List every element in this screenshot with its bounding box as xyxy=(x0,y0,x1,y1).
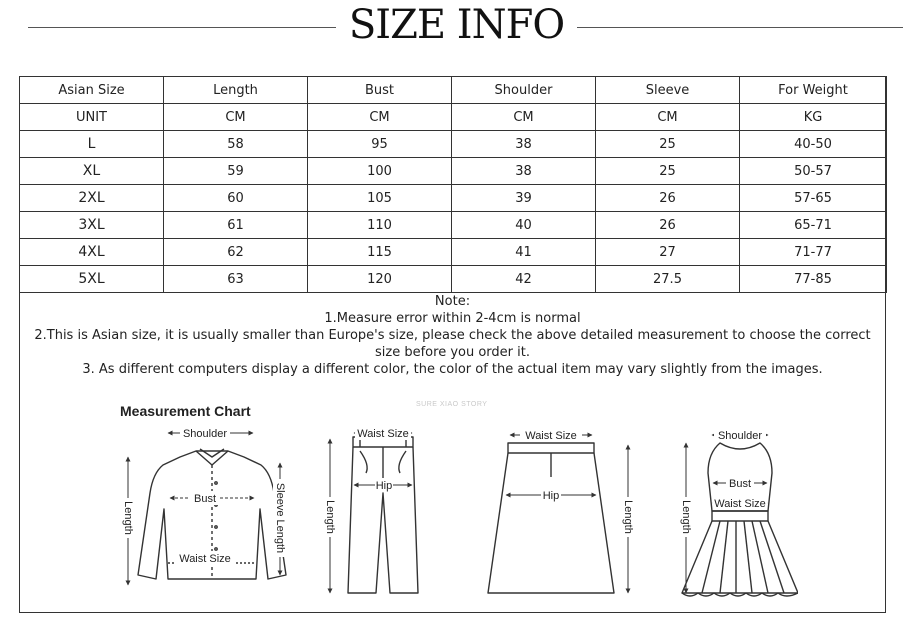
table-cell: 39 xyxy=(452,185,596,212)
skirt-waist-label: Waist Size xyxy=(525,430,577,442)
dress-bust-label: Bust xyxy=(728,478,752,490)
skirt-length-label: Length xyxy=(622,500,635,534)
table-cell: 60 xyxy=(164,185,308,212)
table-cell: 38 xyxy=(452,158,596,185)
table-cell: 41 xyxy=(452,239,596,266)
shirt-bust-label: Bust xyxy=(193,493,217,505)
table-cell: 2XL xyxy=(20,185,164,212)
unit-cell: CM xyxy=(164,104,308,131)
table-row xyxy=(20,239,887,266)
table-cell: 40-50 xyxy=(740,131,887,158)
header-cell: For Weight xyxy=(740,77,887,104)
shirt-shoulder-label: Shoulder xyxy=(182,428,228,440)
table-cell: 65-71 xyxy=(740,212,887,239)
unit-cell: KG xyxy=(740,104,887,131)
table-cell: 77-85 xyxy=(740,266,887,293)
unit-cell: UNIT xyxy=(20,104,164,131)
size-table xyxy=(19,76,887,293)
measurement-illustrations xyxy=(108,393,798,603)
pants-icon xyxy=(348,437,418,593)
dress-icon xyxy=(682,443,798,596)
table-cell: 100 xyxy=(308,158,452,185)
table-cell: 62 xyxy=(164,239,308,266)
table-cell: 27.5 xyxy=(596,266,740,293)
table-cell: 115 xyxy=(308,239,452,266)
measurement-chart xyxy=(108,393,798,603)
store-watermark: SURE XIAO STORY xyxy=(416,401,488,408)
note-line: 1.Measure error within 2-4cm is normal xyxy=(324,311,581,326)
table-cell: 95 xyxy=(308,131,452,158)
table-cell: 58 xyxy=(164,131,308,158)
dress-length-label: Length xyxy=(680,500,693,534)
table-cell: 63 xyxy=(164,266,308,293)
table-cell: 40 xyxy=(452,212,596,239)
table-cell: 26 xyxy=(596,212,740,239)
table-cell: 50-57 xyxy=(740,158,887,185)
table-cell: 25 xyxy=(596,131,740,158)
pants-length-label: Length xyxy=(324,500,337,534)
table-cell: 59 xyxy=(164,158,308,185)
table-cell: L xyxy=(20,131,164,158)
unit-cell: CM xyxy=(308,104,452,131)
dress-shoulder-label: Shoulder xyxy=(717,430,763,442)
table-cell: 27 xyxy=(596,239,740,266)
table-row xyxy=(20,131,887,158)
note-line: 2.This is Asian size, it is usually smaller than Europe's size, please check the above detailed measurement to choose the correct size before you order it. xyxy=(34,328,871,360)
table-cell: 25 xyxy=(596,158,740,185)
table-cell: 3XL xyxy=(20,212,164,239)
table-row xyxy=(20,185,887,212)
shirt-waist-label: Waist Size xyxy=(179,553,231,565)
table-cell: 120 xyxy=(308,266,452,293)
pants-hip-label: Hip xyxy=(375,480,393,492)
header-rule-left xyxy=(28,27,336,28)
note-line: 3. As different computers display a different color, the color of the actual item may vary slightly from the images. xyxy=(82,362,823,377)
header-cell: Shoulder xyxy=(452,77,596,104)
header-cell: Length xyxy=(164,77,308,104)
unit-cell: CM xyxy=(596,104,740,131)
table-cell: 26 xyxy=(596,185,740,212)
header-cell: Sleeve xyxy=(596,77,740,104)
table-row xyxy=(20,266,887,293)
table-row xyxy=(20,158,887,185)
measurement-chart-title: Measurement Chart xyxy=(120,403,251,419)
page-title: SIZE INFO xyxy=(348,2,565,48)
table-cell: 42 xyxy=(452,266,596,293)
dress-waist-label: Waist Size xyxy=(714,498,766,510)
table-cell: 105 xyxy=(308,185,452,212)
header-cell: Asian Size xyxy=(20,77,164,104)
skirt-icon xyxy=(488,443,614,593)
table-cell: 4XL xyxy=(20,239,164,266)
header-cell: Bust xyxy=(308,77,452,104)
table-cell: 5XL xyxy=(20,266,164,293)
table-header-row xyxy=(20,77,887,104)
table-cell: 61 xyxy=(164,212,308,239)
skirt-hip-label: Hip xyxy=(542,490,560,502)
table-cell: 57-65 xyxy=(740,185,887,212)
page-header xyxy=(0,0,903,60)
table-cell: 110 xyxy=(308,212,452,239)
table-cell: XL xyxy=(20,158,164,185)
table-unit-row xyxy=(20,104,887,131)
size-notes xyxy=(20,293,885,378)
table-cell: 38 xyxy=(452,131,596,158)
notes-title: Note: xyxy=(434,294,471,309)
shirt-sleeve-label: Sleeve Length xyxy=(274,482,287,554)
pants-waist-label: Waist Size xyxy=(357,428,409,440)
table-cell: 71-77 xyxy=(740,239,887,266)
table-row xyxy=(20,212,887,239)
header-rule-right xyxy=(577,27,903,28)
unit-cell: CM xyxy=(452,104,596,131)
shirt-length-label: Length xyxy=(122,501,135,535)
